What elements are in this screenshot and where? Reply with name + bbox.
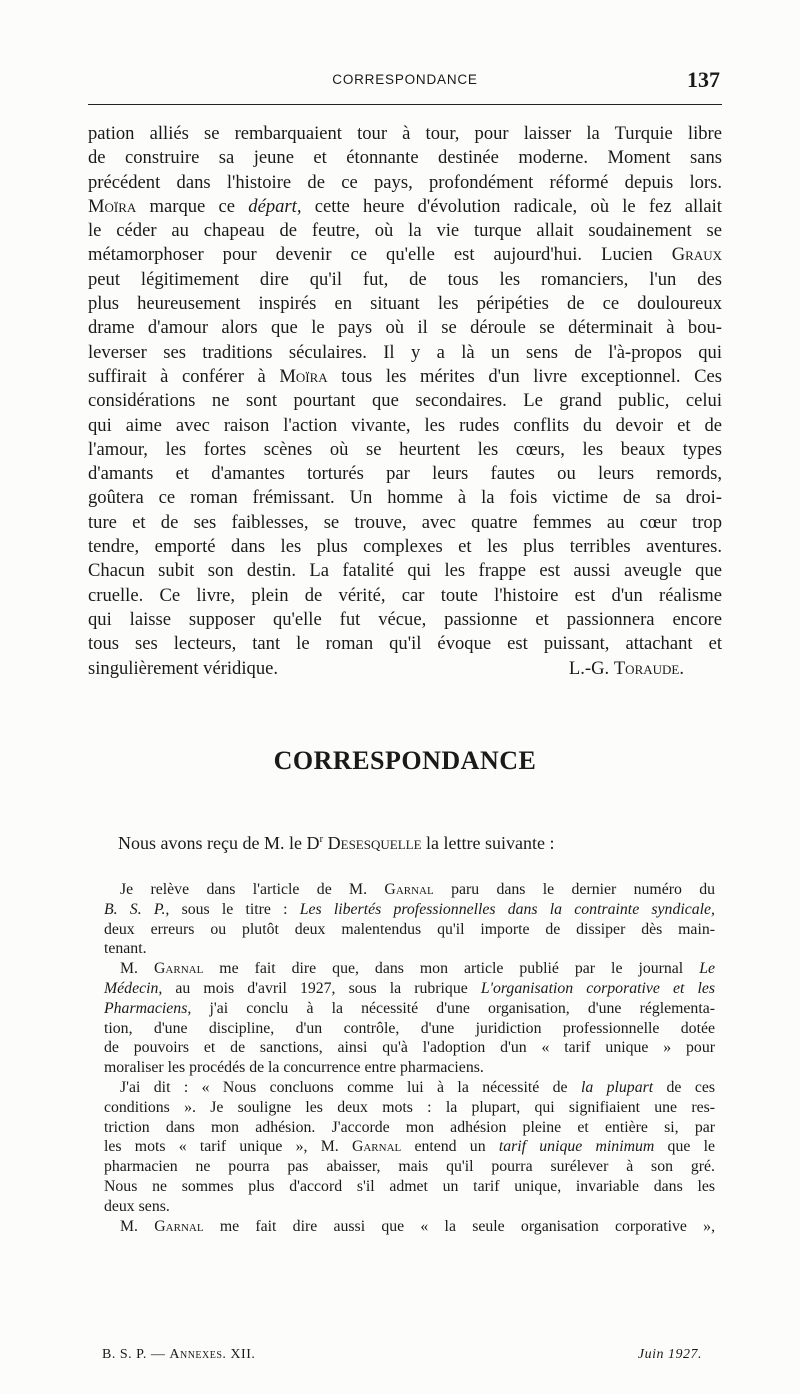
- text-line: tous ses lecteurs, tant le roman qu'il évoque est puissant, attachant et: [88, 633, 722, 655]
- text-line: Je relève dans l'article de M. Garnal paru dans le dernier numéro du: [120, 881, 716, 898]
- letter-intro: Nous avons reçu de M. le $D^r$ Desesquelle la lettre suivante :: [118, 833, 555, 853]
- text-line: les mots « tarif unique », M. Garnal entend un tarif unique minimum que le: [104, 1138, 715, 1156]
- header-rule: [88, 104, 722, 105]
- text-line: J'ai dit : « Nous concluons comme lui à la nécessité de la plupart de ces: [120, 1078, 715, 1096]
- text-line: tendre, emporté dans les plus complexes et les plus terribles aventures.: [88, 536, 722, 558]
- text-line: drame d'amour alors que le pays où il se déroule se déterminait à bou-: [88, 317, 722, 339]
- text-line: qui laisse supposer qu'elle fut vécue, passionne et passionnera encore: [88, 608, 722, 630]
- text-line: Nous ne sommes plus d'accord s'il admet un tarif unique, invariable dans les: [104, 1177, 715, 1195]
- text-line: qui aime avec raison l'action vivante, les rudes conflits du devoir et de: [88, 414, 722, 436]
- novel-title: Moïra: [88, 195, 137, 217]
- signature-line: singulièrement véridique. L.-G. Toraude.: [88, 657, 722, 681]
- page-header: [88, 66, 722, 92]
- text-line: métamorphoser pour devenir ce qu'elle est aujourd'hui. Lucien Graux: [88, 244, 722, 266]
- text-line: Chacun subit son destin. La fatalité qui les frappe est aussi aveugle que: [88, 560, 722, 582]
- page-number: 137: [687, 67, 720, 92]
- text-line: plus heureusement inspirés en situant les péripéties de ce douloureux: [88, 293, 722, 315]
- document-page: [88, 0, 722, 1394]
- text-line: le céder au chapeau de feutre, où la vie turque allait soudainement se: [88, 220, 722, 242]
- text-line: B. S. P., sous le titre : Les libertés professionnelles dans la contrainte syndicale,: [104, 900, 716, 918]
- text-line: Médecin, au mois d'avril 1927, sous la rubrique L'organisation corporative et les: [104, 979, 716, 997]
- text-line: moraliser les procédés de la concurrence entre pharmaciens.: [104, 1059, 484, 1077]
- review-text: [88, 122, 722, 681]
- text-line: deux sens.: [104, 1197, 170, 1215]
- signature: L.-G. Toraude.: [568, 657, 684, 679]
- text-line: M. Garnal me fait dire aussi que « la seule organisation corporative »,: [120, 1217, 716, 1235]
- text-line: précédent dans l'histoire de ce pays, profondément réformé depuis lors.: [88, 171, 722, 193]
- text-line: goûtera ce roman frémissant. Un homme à la fois victime de sa droi-: [88, 487, 722, 509]
- text-line: d'amants et d'amantes torturés par leurs fautes ou leurs remords,: [88, 463, 722, 485]
- text-line: conditions ». Je souligne les deux mots : la plupart, qui signifiaient une res-: [104, 1098, 715, 1116]
- text-line: Pharmaciens, j'ai conclu à la nécessité d'une organisation, d'une réglementa-: [104, 999, 715, 1017]
- text-line: M. Garnal me fait dire que, dans mon article publié par le journal Le: [120, 960, 716, 978]
- text-line: triction dans mon adhésion. J'accorde mon adhésion pleine et entière si, par: [104, 1118, 715, 1136]
- text-line: de pouvoirs et de sanctions, ainsi qu'à l'adoption d'un « tarif unique » pour: [104, 1039, 715, 1057]
- text-line: deux erreurs ou plutôt deux malentendus qu'il importe de dissiper dès main-: [104, 920, 715, 938]
- correspondent-name: Desesquelle: [327, 833, 422, 853]
- footer-reference: B. S. P. — Annexes. XII.: [102, 1347, 256, 1362]
- text-line: l'amour, les fortes scènes où se heurtent les cœurs, les beaux types: [88, 438, 722, 460]
- text-line: leverser ses traditions séculaires. Il y a là un sens de l'à-propos qui: [88, 341, 722, 363]
- text-line: considérations ne sont pourtant que secondaires. Le grand public, celui: [88, 390, 722, 412]
- footer-date: Juin 1927.: [637, 1347, 702, 1362]
- text-line: pation alliés se rembarquaient tour à tour, pour laisser la Turquie libre: [88, 123, 722, 144]
- text-line: de construire sa jeune et étonnante destinée moderne. Moment sans: [88, 147, 722, 169]
- text-line: tion, d'une discipline, d'un contrôle, d'une juridiction professionnelle dotée: [104, 1019, 715, 1037]
- running-title: CORRESPONDANCE: [332, 72, 478, 87]
- text-line: peut légitimement dire qu'il fut, de tous les romanciers, l'un des: [88, 268, 722, 290]
- section-title: CORRESPONDANCE: [273, 746, 537, 775]
- author-name: Graux: [671, 244, 722, 266]
- text-line: tenant.: [104, 940, 147, 958]
- letter-text: [104, 880, 715, 1236]
- text-line: cruelle. Ce livre, plein de vérité, car toute l'histoire est d'un réalisme: [88, 584, 722, 606]
- novel-title: Moïra: [279, 365, 328, 387]
- text-line: ture et de ses faiblesses, se trouve, avec quatre femmes au cœur trop: [88, 511, 722, 533]
- text-line: suffirait à conférer à Moïra tous les mérites d'un livre exceptionnel. Ces: [88, 365, 722, 387]
- text-line: pharmacien ne pourra pas abaisser, mais qu'il pourra surélever à son gré.: [104, 1158, 715, 1176]
- text-line: Moïra marque ce départ, cette heure d'évolution radicale, où le fez allait: [88, 195, 722, 217]
